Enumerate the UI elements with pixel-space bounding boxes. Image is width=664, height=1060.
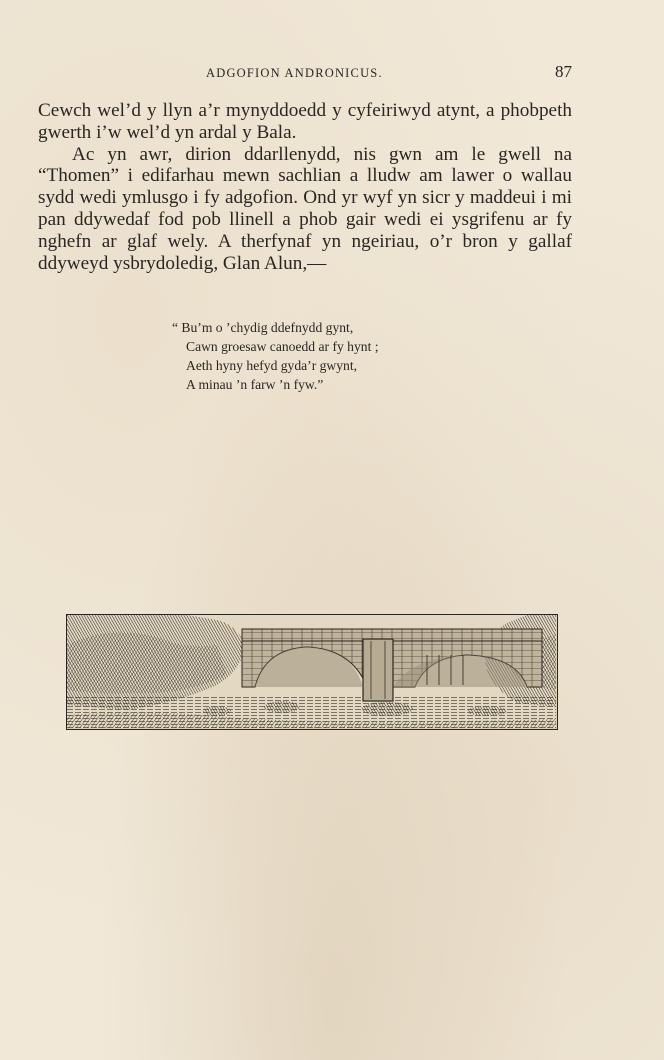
verse-line: A minau ’n farw ’n fyw.”: [186, 377, 324, 392]
bridge-illustration-svg: [67, 615, 556, 728]
page-header: [38, 62, 572, 86]
verse-line: “ Bu’m o ’chydig ddefnydd gynt,: [172, 320, 354, 335]
paragraph: Cewch wel’d y llyn a’r mynyddoedd y cyfeiriwyd atynt, a phobpeth gwerth i’w wel’d yn ardal y Bala.: [38, 100, 572, 143]
bridge-engraving: [66, 614, 558, 730]
verse-line: Aeth hyny hefyd gyda’r gwynt,: [186, 358, 358, 373]
page-number: 87: [555, 62, 572, 81]
verse-quotation: [172, 318, 379, 394]
running-head: ADGOFION ANDRONICUS.: [206, 66, 383, 80]
body-text: [38, 100, 572, 274]
paragraph: Ac yn awr, dirion ddarllenydd, nis gwn am le gwell na “Thomen” i edifarhau mewn sachlian a lludw am lawer o wallau sydd wedi ymlusgo i fy adgofion. Ond yr wyf yn sicr y maddeui i mi pan ddywedaf fod pob llinell a phob gair wedi ei ysgrifenu ar fy nghefn ar glaf wely. A therfynaf yn ngeiriau, o’r bron y gallaf ddyweyd ysbrydoledig, Glan Alun,—: [38, 143, 572, 274]
verse-line: Cawn groesaw canoedd ar fy hynt ;: [186, 339, 379, 354]
